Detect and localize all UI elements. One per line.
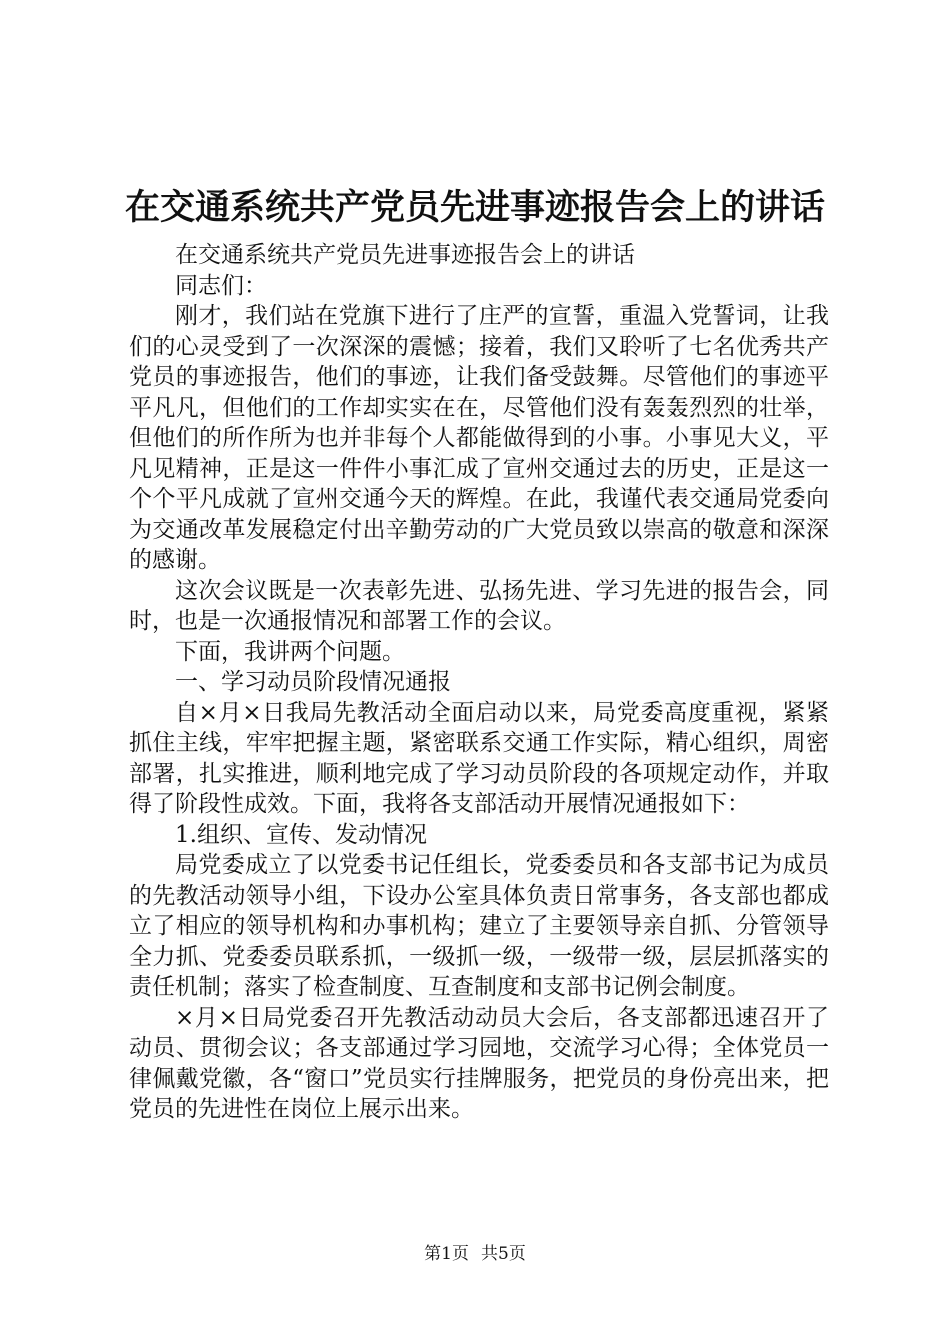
paragraph: 这次会议既是一次表彰先进、弘扬先进、学习先进的报告会，同时，也是一次通报情况和部署工作的会议。 <box>129 577 829 634</box>
paragraph: 下面，我讲两个问题。 <box>175 638 405 665</box>
page-footer <box>0 1242 950 1266</box>
page-total: 共5页 <box>481 1244 526 1264</box>
section-heading: 一、学习动员阶段情况通报 <box>175 669 451 695</box>
document-body <box>129 240 829 1125</box>
paragraph: ×月×日局党委召开先教活动动员大会后，各支部都迅速召开了动员、贯彻会议；各支部通过学习园地，交流学习心得；全体党员一律佩戴党徽，各“窗口”党员实行挂牌服务，把党员的身份亮出来，把党员的先进性在岗位上展示出来。 <box>129 1004 829 1122</box>
paragraph-salutation: 同志们： <box>175 272 267 299</box>
paragraph: 刚才，我们站在党旗下进行了庄严的宣誓，重温入党誓词，让我们的心灵受到了一次深深的震憾；接着，我们又聆听了七名优秀共产党员的事迹报告，他们的事迹，让我们备受鼓舞。尽管他们的事迹平平凡凡，但他们的工作却实实在在，尽管他们没有轰轰烈烈的壮举，但他们的所作所为也并非每个人都能做得到的小事。小事见大义，平凡见精神，正是这一件件小事汇成了宣州交通过去的历史，正是这一个个平凡成就了宣州交通今天的辉煌。在此，我谨代表交通局党委向为交通改革发展稳定付出辛勤劳动的广大党员致以崇高的敬意和深深的感谢。 <box>129 303 829 573</box>
paragraph: 自×月×日我局先教活动全面启动以来，局党委高度重视，紧紧抓住主线，牢牢把握主题，紧密联系交通工作实际，精心组织，周密部署，扎实推进，顺利地完成了学习动员阶段的各项规定动作，并取得了阶段性成效。下面，我将各支部活动开展情况通报如下： <box>129 699 829 817</box>
paragraph: 局党委成立了以党委书记任组长，党委委员和各支部书记为成员的先教活动领导小组，下设办公室具体负责日常事务，各支部也都成立了相应的领导机构和办事机构；建立了主要领导亲自抓、分管领导全力抓、党委委员联系抓，一级抓一级，一级带一级，层层抓落实的责任机制；落实了检查制度、互查制度和支部书记例会制度。 <box>129 852 829 1000</box>
paragraph-subtitle: 在交通系统共产党员先进事迹报告会上的讲话 <box>175 242 635 268</box>
subsection-heading: 1.组织、宣传、发动情况 <box>175 821 427 848</box>
document-title: 在交通系统共产党员先进事迹报告会上的讲话 <box>124 188 825 228</box>
page-number: 第1页 <box>424 1244 469 1264</box>
